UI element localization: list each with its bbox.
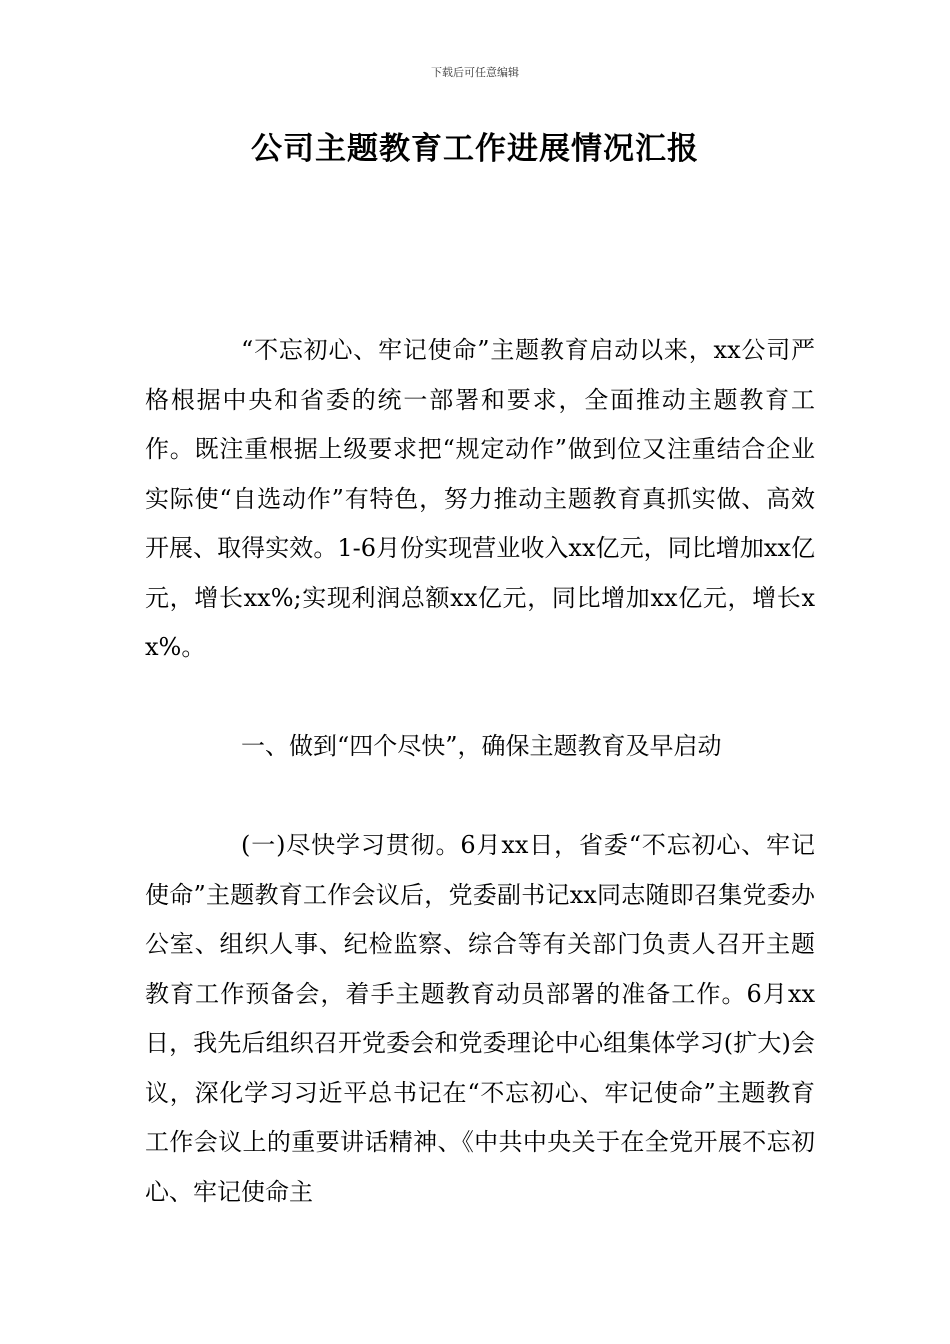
section-1-item-1-paragraph: (一)尽快学习贯彻。6月xx日，省委“不忘初心、牢记使命”主题教育工作会议后，党委副书记xx同志随即召集党委办公室、组织人事、纪检监察、综合等有关部门负责人召开主题教育工作预备会，着手主题教育动员部署的准备工作。6月xx日，我先后组织召开党委会和党委理论中心组集体学习(扩大)会议，深化学习习近平总书记在“不忘初心、牢记使命”主题教育工作会议上的重要讲话精神、《中共中央关于在全党开展不忘初心、牢记使命主 xyxy=(145,831,815,1206)
header-note: 下载后可任意编辑 xyxy=(431,66,519,79)
intro-paragraph: “不忘初心、牢记使命”主题教育启动以来，xx公司严格根据中央和省委的统一部署和要求，全面推动主题教育工作。既注重根据上级要求把“规定动作”做到位又注重结合企业实际使“自选动作”有特色，努力推动主题教育真抓实做、高效开展、取得实效。1-6月份实现营业收入xx亿元，同比增加xx亿元，增长xx%;实现利润总额xx亿元，同比增加xx亿元，增长xx%。 xyxy=(145,336,815,661)
document-title: 公司主题教育工作进展情况汇报 xyxy=(251,131,699,167)
section-heading-1: 一、做到“四个尽快”，确保主题教育及早启动 xyxy=(241,732,722,760)
